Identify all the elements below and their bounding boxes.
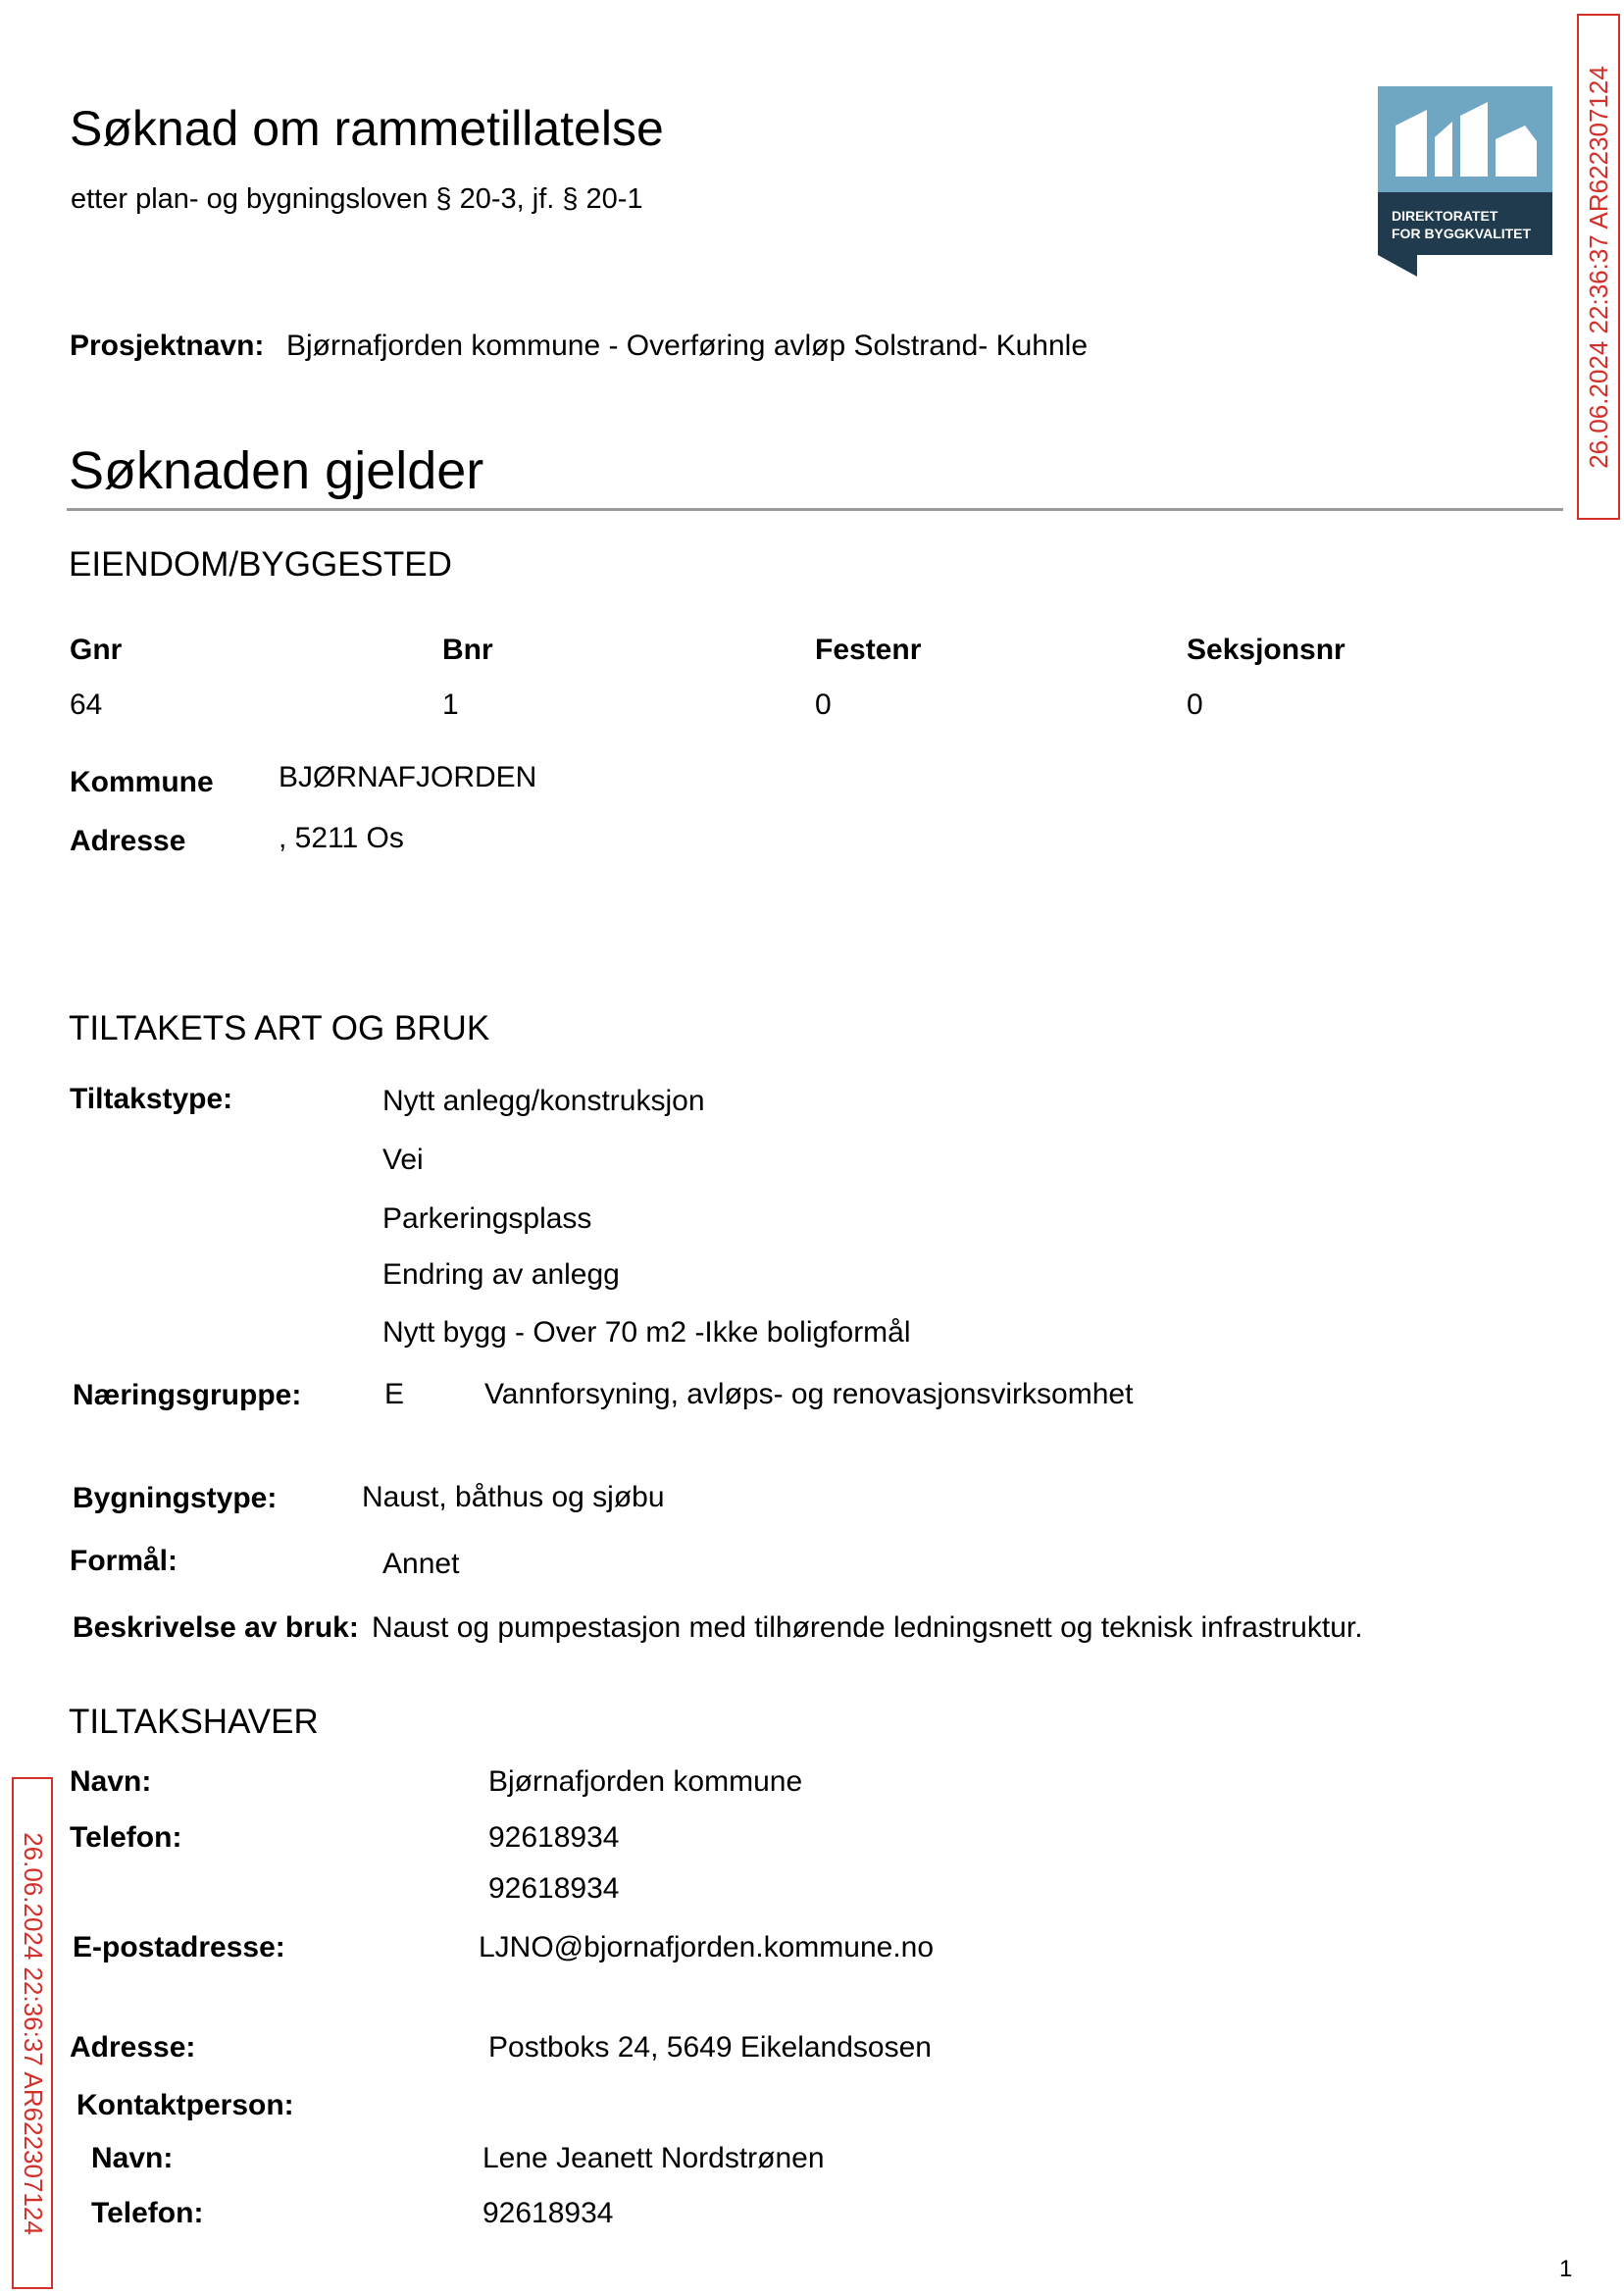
navn-label: Navn: <box>70 1765 152 1798</box>
tiltakstype-item: Nytt bygg - Over 70 m2 -Ikke boligformål <box>382 1316 911 1349</box>
logo-text-2: FOR BYGGKVALITET <box>1392 226 1532 241</box>
beskrivelse-value: Naust og pumpestasjon med tilhørende ledningsnett og teknisk infrastruktur. <box>372 1611 1363 1644</box>
bygningstype-label: Bygningstype: <box>73 1482 278 1514</box>
beskrivelse-label: Beskrivelse av bruk: <box>73 1611 359 1644</box>
epost-label: E-postadresse: <box>73 1931 285 1963</box>
tiltakshaver-adresse-value: Postboks 24, 5649 Eikelandsosen <box>488 2031 932 2064</box>
logo-text-1: DIREKTORATET <box>1392 208 1498 224</box>
epost-value: LJNO@bjornafjorden.kommune.no <box>479 1931 935 1963</box>
tiltak-heading: TILTAKETS ART OG BRUK <box>69 1009 490 1047</box>
bnr-label: Bnr <box>442 634 493 666</box>
adresse-label: Adresse <box>70 825 186 857</box>
festenr-label: Festenr <box>815 634 922 666</box>
naeringsgruppe-value: Vannforsyning, avløps- og renovasjonsvirksomhet <box>484 1378 1134 1410</box>
kontakt-telefon-value: 92618934 <box>482 2197 614 2229</box>
formal-label: Formål: <box>70 1545 178 1577</box>
telefon-value: 92618934 <box>488 1821 620 1854</box>
stamp-text: 26.06.2024 22:36:37 AR622307124 <box>18 1831 48 2235</box>
telefon-value-2: 92618934 <box>488 1872 620 1905</box>
gnr-label: Gnr <box>70 634 123 666</box>
kommune-label: Kommune <box>70 766 214 798</box>
formal-value: Annet <box>382 1548 460 1580</box>
tiltakstype-label: Tiltakstype: <box>70 1083 233 1115</box>
receipt-stamp-left <box>12 1777 53 2289</box>
adresse-value: , 5211 Os <box>279 822 404 854</box>
stamp-text: 26.06.2024 22:36:37 AR622307124 <box>1583 65 1613 469</box>
tiltakstype-item: Nytt anlegg/konstruksjon <box>382 1085 705 1117</box>
navn-value: Bjørnafjorden kommune <box>488 1765 803 1798</box>
gnr-value: 64 <box>70 688 103 721</box>
tiltakstype-item: Vei <box>382 1144 424 1176</box>
receipt-stamp-right <box>1577 14 1620 520</box>
naeringsgruppe-label: Næringsgruppe: <box>73 1379 302 1411</box>
tiltakshaver-adresse-label: Adresse: <box>70 2031 196 2064</box>
seksjonsnr-value: 0 <box>1187 688 1203 721</box>
kontakt-navn-value: Lene Jeanett Nordstrønen <box>482 2142 825 2174</box>
dibk-logo <box>1378 86 1552 277</box>
bnr-value: 1 <box>442 688 459 721</box>
page-subtitle: etter plan- og bygningsloven § 20-3, jf. § 20-1 <box>71 183 643 215</box>
page-number: 1 <box>1559 2256 1573 2282</box>
festenr-value: 0 <box>815 688 832 721</box>
page-title: Søknad om rammetillatelse <box>70 101 664 156</box>
project-value: Bjørnafjorden kommune - Overføring avløp Solstrand- Kuhnle <box>286 330 1089 362</box>
section-heading: Søknaden gjelder <box>69 441 484 500</box>
telefon-label: Telefon: <box>70 1821 182 1854</box>
seksjonsnr-label: Seksjonsnr <box>1187 634 1345 666</box>
kontakt-navn-label: Navn: <box>91 2142 174 2174</box>
property-heading: EIENDOM/BYGGESTED <box>69 545 452 584</box>
project-label: Prosjektnavn: <box>70 330 265 362</box>
naeringsgruppe-code: E <box>384 1378 405 1410</box>
section-divider <box>67 508 1563 511</box>
kontakt-telefon-label: Telefon: <box>91 2197 204 2229</box>
tiltakstype-item: Endring av anlegg <box>382 1258 620 1291</box>
kontaktperson-label: Kontaktperson: <box>76 2089 294 2121</box>
tiltakshaver-heading: TILTAKSHAVER <box>69 1703 319 1741</box>
kommune-value: BJØRNAFJORDEN <box>279 761 537 793</box>
tiltakstype-item: Parkeringsplass <box>382 1202 592 1235</box>
bygningstype-value: Naust, båthus og sjøbu <box>362 1481 665 1513</box>
